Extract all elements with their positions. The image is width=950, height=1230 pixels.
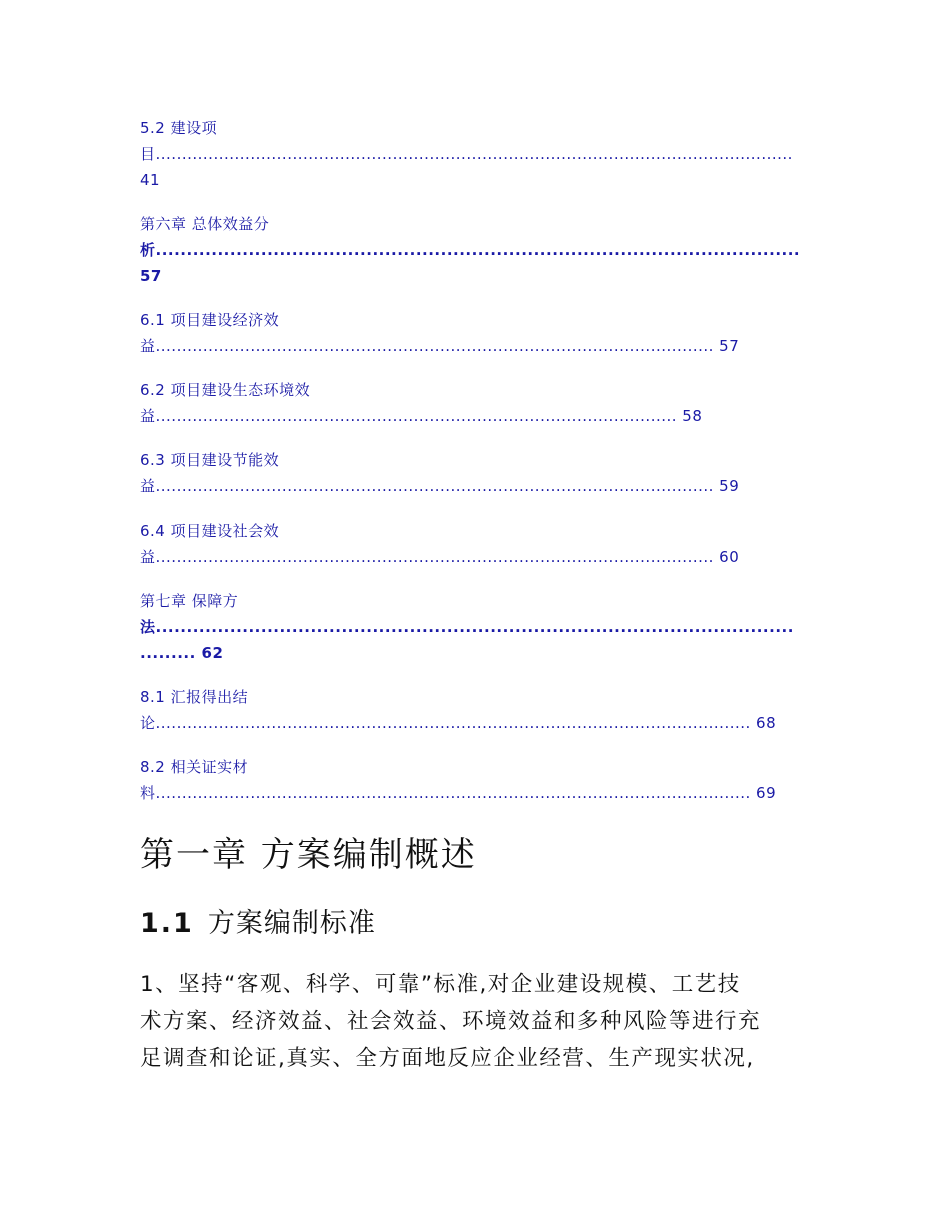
toc-entry-leader: 益.......................................................................................................... 57 bbox=[140, 337, 740, 355]
toc-entry-title: 8.2 相关证实材 bbox=[140, 758, 249, 776]
paragraph-line: 1、坚持“客观、科学、可靠”标准,对企业建设规模、工艺技 bbox=[140, 972, 741, 997]
chapter-heading: 第一章 方案编制概述 bbox=[140, 835, 477, 875]
toc-entry-page: 57 bbox=[140, 267, 162, 285]
toc-entry-title: 5.2 建设项 bbox=[140, 119, 218, 137]
paragraph-line: 术方案、经济效益、社会效益、环境效益和多种风险等进行充 bbox=[140, 1009, 762, 1034]
toc-entry-title: 第六章 总体效益分 bbox=[140, 215, 270, 233]
toc-entry-leader: 析........................................................................................................ bbox=[140, 241, 801, 259]
toc-entry-chapter-6[interactable] bbox=[140, 211, 800, 289]
toc-entry-title: 6.4 项目建设社会效 bbox=[140, 522, 280, 540]
toc-entry-6-3[interactable] bbox=[140, 447, 739, 499]
toc-entry-page: 41 bbox=[140, 171, 161, 189]
section-heading bbox=[140, 904, 376, 944]
paragraph-line: 足调查和论证,真实、全方面地反应企业经营、生产现实状况, bbox=[140, 1046, 755, 1071]
toc-entry-leader: 料................................................................................................................. 69 bbox=[140, 784, 777, 802]
toc-entry-6-2[interactable] bbox=[140, 377, 702, 429]
toc-entry-page: ......... 62 bbox=[140, 644, 224, 662]
toc-entry-8-1[interactable] bbox=[140, 684, 776, 736]
section-number: 1.1 bbox=[140, 908, 194, 939]
toc-entry-title: 6.1 项目建设经济效 bbox=[140, 311, 280, 329]
toc-entry-leader: 法....................................................................................................... bbox=[140, 618, 794, 636]
toc-entry-6-1[interactable] bbox=[140, 307, 739, 359]
section-title: 方案编制标准 bbox=[207, 908, 376, 939]
toc-entry-chapter-7[interactable] bbox=[140, 588, 794, 666]
toc-entry-title: 第七章 保障方 bbox=[140, 592, 239, 610]
toc-entry-leader: 益.......................................................................................................... 59 bbox=[140, 477, 740, 495]
toc-entry-8-2[interactable] bbox=[140, 754, 776, 806]
toc-entry-title: 8.1 汇报得出结 bbox=[140, 688, 249, 706]
toc-entry-5-2[interactable] bbox=[140, 115, 793, 193]
toc-entry-title: 6.3 项目建设节能效 bbox=[140, 451, 280, 469]
toc-entry-leader: 论................................................................................................................. 68 bbox=[140, 714, 777, 732]
body-paragraph bbox=[140, 966, 820, 1077]
toc-entry-6-4[interactable] bbox=[140, 518, 739, 570]
toc-entry-title: 6.2 项目建设生态环境效 bbox=[140, 381, 311, 399]
toc-entry-leader: 益................................................................................................... 58 bbox=[140, 407, 703, 425]
toc-entry-leader: 益.......................................................................................................... 60 bbox=[140, 548, 740, 566]
toc-entry-leader: 目......................................................................................................................... bbox=[140, 145, 793, 163]
